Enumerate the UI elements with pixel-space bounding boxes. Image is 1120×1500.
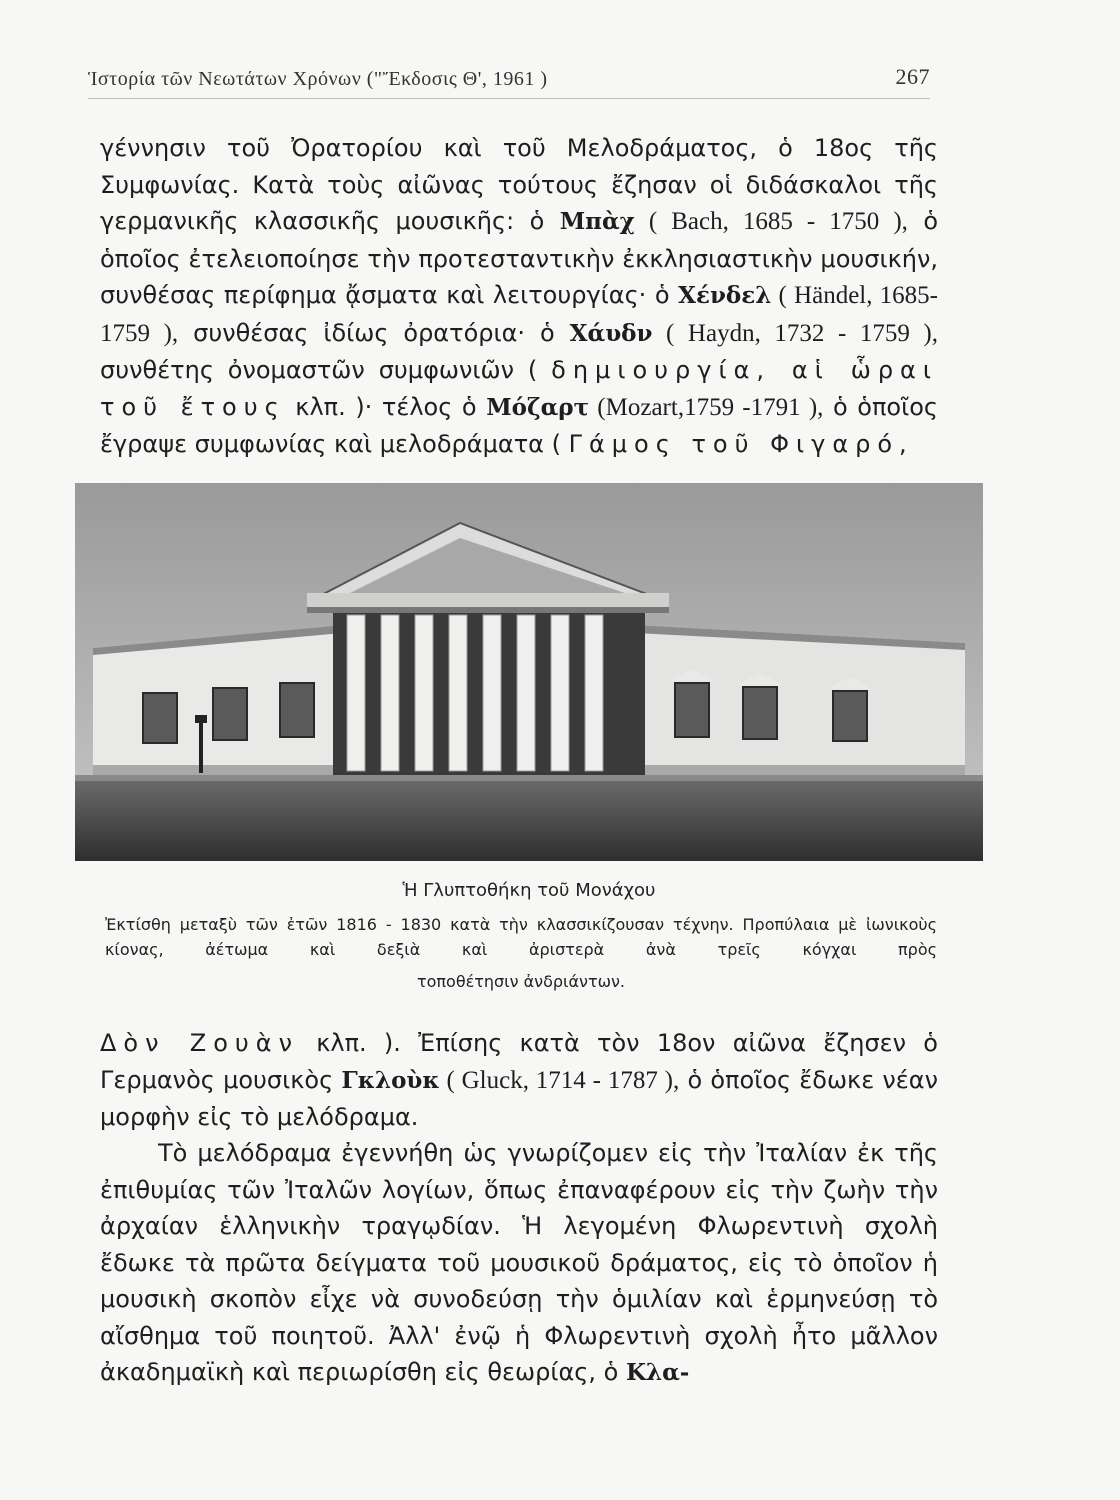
running-header — [88, 64, 930, 99]
latin-bach: ( Bach, 1685 - 1750 ), — [634, 208, 908, 235]
running-title: Ἱστορία τῶν Νεωτάτων Χρόνων ("Ἔκδοσις Θ', 1961 ) — [88, 68, 548, 90]
name-klavier-hyphen: Κλα- — [625, 1359, 690, 1386]
work-title-creation: δημιουργία, αἱ ὧραι τοῦ ἔτους — [100, 356, 938, 421]
caption-title: Ἡ Γλυπτοθήκη τοῦ Μονάχου — [402, 880, 656, 901]
work-title-figaro: Γάμος τοῦ Φιγαρό, — [568, 430, 914, 458]
latin-mozart: (Mozart,1759 -1791 ), — [589, 393, 824, 421]
page-number: 267 — [895, 64, 930, 89]
text-run: ὁ ὁποῖος ἔδωκε νέαν μορφὴν εἰς τὸ μελόδραμα. — [100, 1065, 939, 1131]
name-handel: Χένδελ — [678, 282, 772, 309]
latin-gluck: ( Gluck, 1714 - 1787 ), — [439, 1066, 680, 1094]
text-run: Τὸ μελόδραμα ἐγεννήθη ὡς γνωρίζομεν εἰς τὴν Ἰταλίαν ἐκ τῆς ἐπιθυμίας τῶν Ἰταλῶν λογίων, ὅπως ἐπαναφέρουν εἰς τὴν ζωὴν τὴν ἀρχαίαν ἑλληνικὴν τραγῳδίαν. Ἡ λεγομένη Φλωρεντινὴ σχολὴ ἔδωκε τὰ πρῶτα δείγματα τοῦ μουσικοῦ δράματος, εἰς τὸ ὁποῖον ἡ μουσικὴ σκοπὸν εἶχε νὰ συνοδεύσῃ τὴν ὁμιλίαν καὶ ἑρμηνεύσῃ τὸ αἴσθημα τοῦ ποιητοῦ. Ἀλλ' ἐνῷ ἡ Φλωρεντινὴ σχολὴ ἦτο μᾶλλον ἀκαδημαϊκὴ καὶ περιωρίσθη εἰς θεωρίας, ὁ — [100, 1139, 938, 1386]
name-haydn: Χάυδν — [569, 319, 653, 347]
glyptothek-photo — [75, 483, 983, 861]
caption-text: Ἐκτίσθη μεταξὺ τῶν ἐτῶν 1816 - 1830 κατὰ τὴν κλασσικίζουσαν τέχνην. Προπύλαια μὲ ἰωνικοὺς κίονας, ἀέτωμα καὶ δεξιὰ καὶ ἀριστερὰ ἀνὰ τρεῖς κόγχαι πρὸς — [105, 915, 937, 959]
text-run: κλπ. )· τέλος ὁ — [285, 392, 487, 421]
text-run: ὁ ὁποῖος ἐτελειοποίησε τὴν προτεσταντικὴν ἐκκλησιαστικὴν μουσικήν, συνθέσας περίφημα ᾄσματα καὶ λειτουργίας· ὁ — [100, 207, 939, 309]
caption-last-line: τοποθέτησιν ἀνδριάντων. — [416, 972, 625, 991]
work-title-don-juan: Δὸν Ζουὰν — [100, 1029, 299, 1057]
latin-handel: ( Händel, 1685-1759 ), — [100, 282, 939, 347]
text-run: γέννησιν τοῦ Ὀρατορίου καὶ τοῦ Μελοδράματος, ὁ 18ος τῆς Συμφωνίας. Κατὰ τοὺς αἰῶνας τούτους ἔζησαν οἱ διδάσκαλοι τῆς γερμανικῆς κλασσικῆς μουσικῆς: ὁ — [100, 134, 938, 235]
text-run: συνθέσας ἰδίως ὀρατόρια· ὁ — [178, 318, 570, 347]
latin-haydn: ( Haydn, 1732 - 1759 ), — [652, 319, 939, 347]
text-run: συνθέτης ὀνομαστῶν συμφωνιῶν ( — [100, 356, 552, 384]
paragraph-gluck — [100, 1025, 938, 1136]
name-mozart: Μόζαρτ — [486, 393, 590, 421]
name-gluck: Γκλοὺκ — [341, 1066, 440, 1094]
paragraph-composers — [100, 130, 938, 463]
text-run: ὁ ὁποῖος ἔγραψε συμφωνίας καὶ μελοδράματα ( — [100, 392, 939, 458]
building-illustration — [75, 483, 983, 861]
name-bach: Μπὰχ — [559, 208, 635, 235]
text-run: κλπ. ). Ἐπίσης κατὰ τὸν 18ον αἰῶνα ἔζησεν ὁ Γερμανὸς μουσικὸς — [100, 1029, 938, 1094]
paragraph-opera-origins — [100, 1135, 938, 1392]
